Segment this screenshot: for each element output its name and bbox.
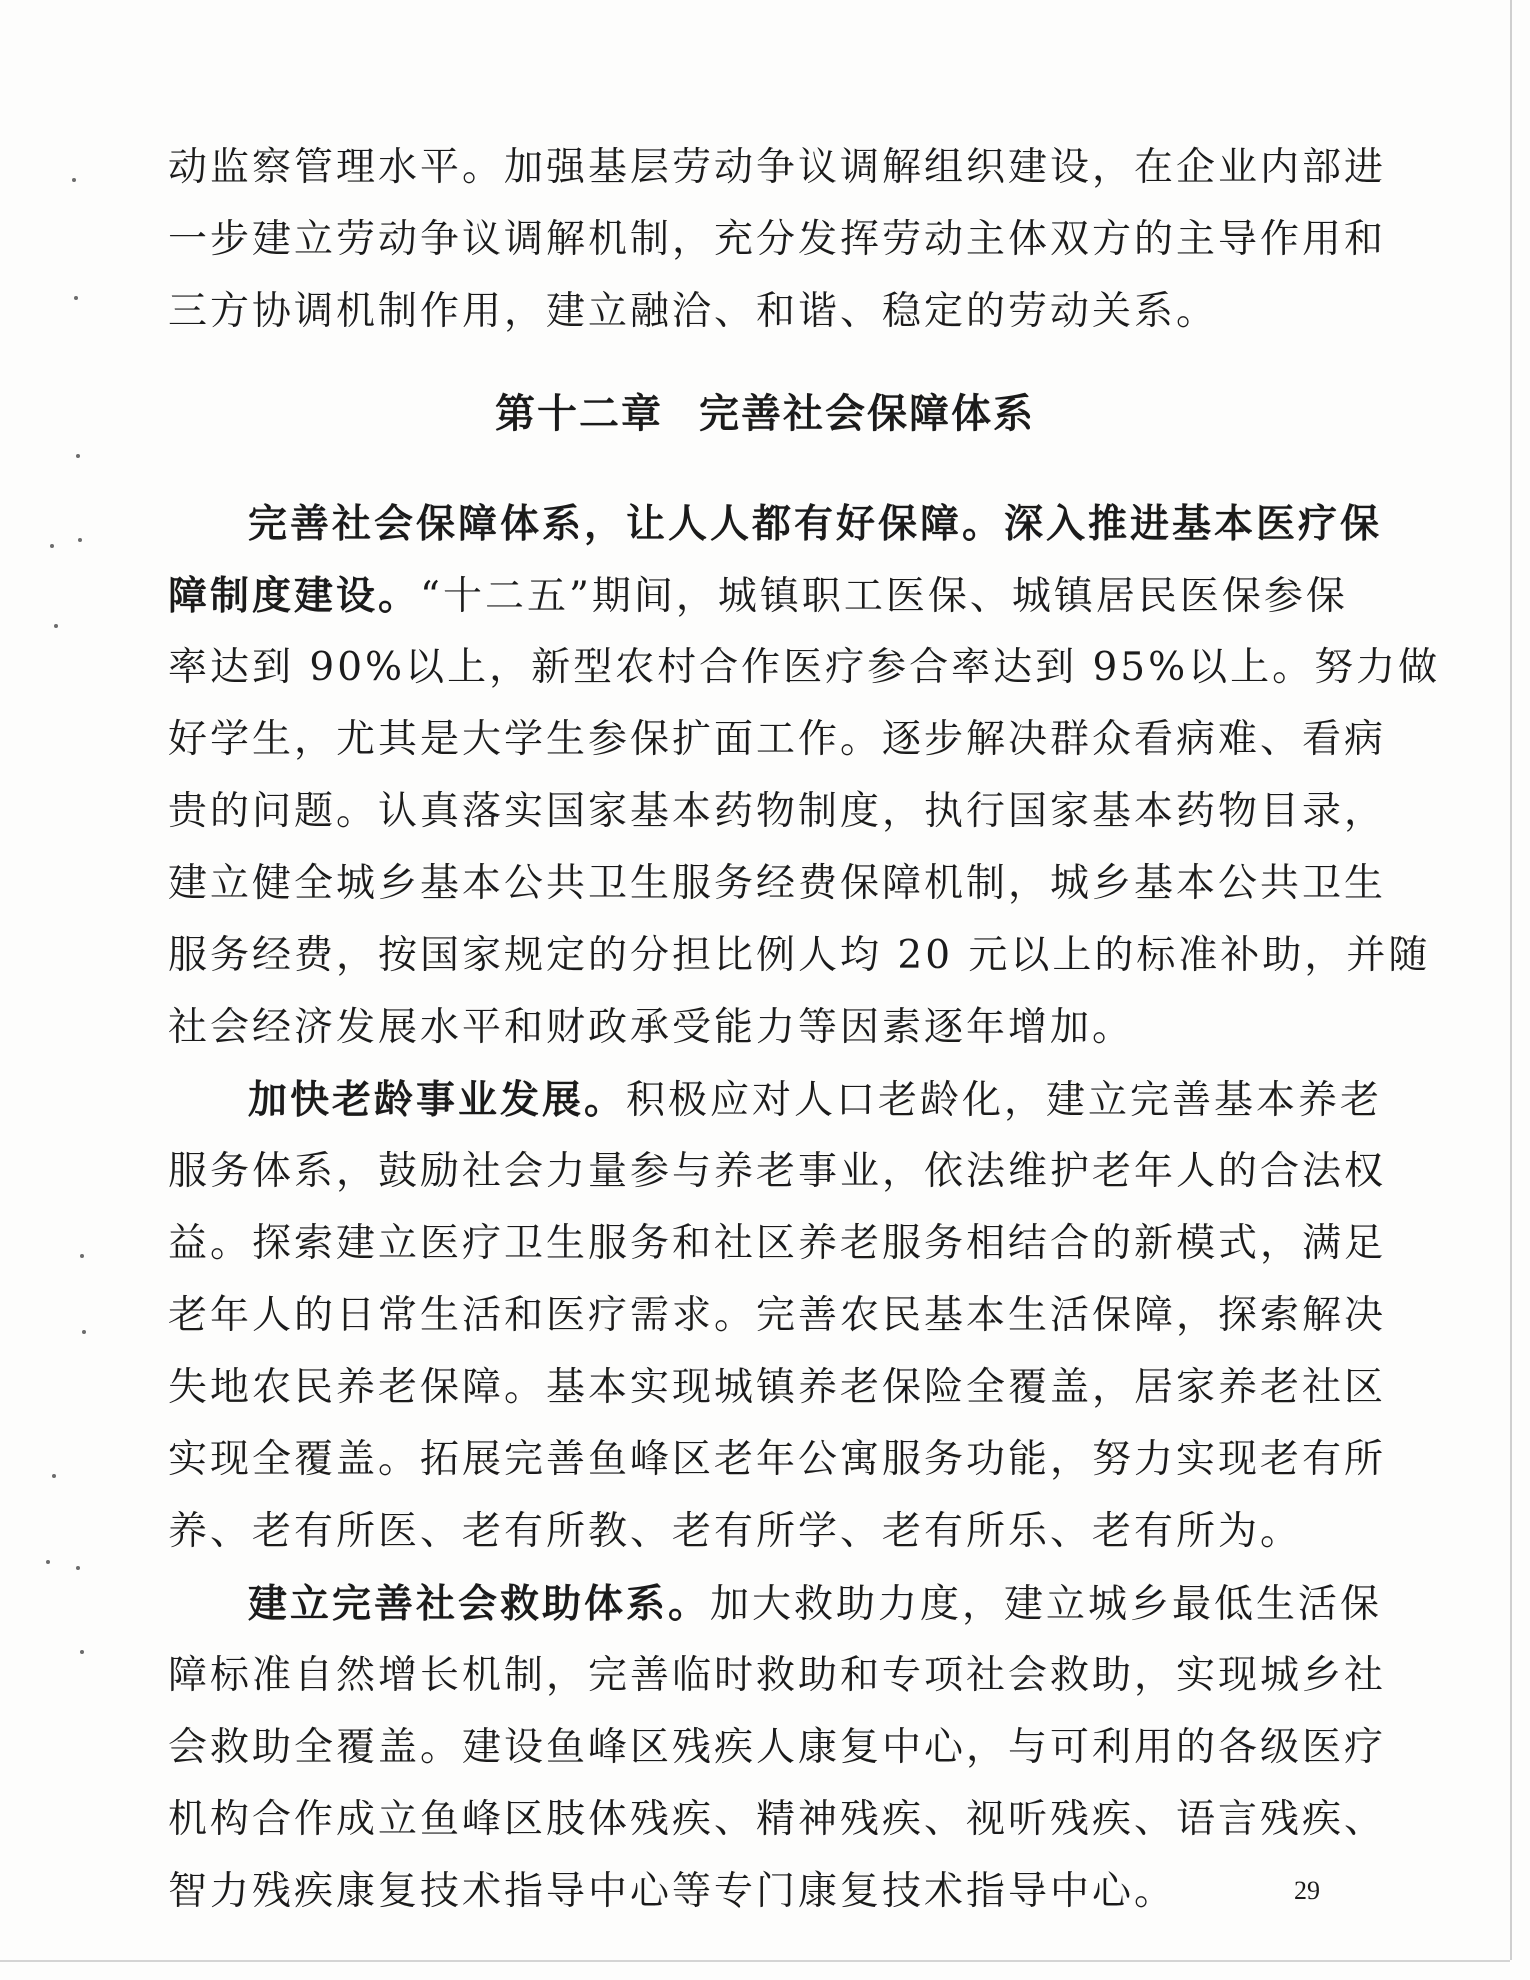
body-line: 好学生，尤其是大学生参保扩面工作。逐步解决群众看病难、看病 xyxy=(168,717,1387,762)
scan-speck xyxy=(80,1650,84,1654)
chapter-heading xyxy=(0,390,1530,438)
para2-line1-text: 积极应对人口老龄化，建立完善基本养老 xyxy=(626,1078,1383,1123)
body-line: 动监察管理水平。加强基层劳动争议调解组织建设，在企业内部进 xyxy=(168,145,1387,190)
chapter-title: 完善社会保障体系 xyxy=(699,391,1035,437)
scan-speck xyxy=(82,1330,86,1334)
body-line: 建立健全城乡基本公共卫生服务经费保障机制，城乡基本公共卫生 xyxy=(168,861,1387,906)
para1-heading-end: 障制度建设。 xyxy=(168,573,421,619)
body-line: 养、老有所医、老有所教、老有所学、老有所乐、老有所为。 xyxy=(168,1509,1303,1554)
scan-speck xyxy=(50,544,54,548)
scan-speck xyxy=(80,1254,84,1258)
body-line: 实现全覆盖。拓展完善鱼峰区老年公寓服务功能，努力实现老有所 xyxy=(168,1437,1387,1482)
chapter-number: 第十二章 xyxy=(495,391,663,437)
para3-heading: 建立完善社会救助体系。 xyxy=(248,1581,711,1627)
scan-speck xyxy=(46,1560,50,1564)
body-line: 服务体系，鼓励社会力量参与养老事业，依法维护老年人的合法权 xyxy=(168,1149,1387,1194)
body-line: 贵的问题。认真落实国家基本药物制度，执行国家基本药物目录， xyxy=(168,789,1387,834)
scan-speck xyxy=(76,454,80,458)
body-line: 率达到 90%以上，新型农村合作医疗参合率达到 95%以上。努力做 xyxy=(168,645,1441,690)
body-line: 社会经济发展水平和财政承受能力等因素逐年增加。 xyxy=(168,1005,1135,1050)
para2-heading: 加快老龄事业发展。 xyxy=(248,1077,627,1123)
bottom-edge xyxy=(0,1960,1510,1962)
body-line xyxy=(168,574,1348,619)
body-line: 服务经费，按国家规定的分担比例人均 20 元以上的标准补助，并随 xyxy=(168,933,1431,978)
body-line: 机构合作成立鱼峰区肢体残疾、精神残疾、视听残疾、语言残疾、 xyxy=(168,1797,1387,1842)
body-line: 会救助全覆盖。建设鱼峰区残疾人康复中心，与可利用的各级医疗 xyxy=(168,1725,1387,1770)
para1-heading-line: 完善社会保障体系，让人人都有好保障。深入推进基本医疗保 xyxy=(248,501,1383,547)
body-line: 一步建立劳动争议调解机制，充分发挥劳动主体双方的主导作用和 xyxy=(168,217,1387,262)
para3-line1-text: 加大救助力度，建立城乡最低生活保 xyxy=(710,1582,1383,1627)
para3-first-line xyxy=(248,1581,1383,1627)
para2-first-line xyxy=(248,1077,1383,1123)
body-line: 失地农民养老保障。基本实现城镇养老保险全覆盖，居家养老社区 xyxy=(168,1365,1387,1410)
body-line: 障标准自然增长机制，完善临时救助和专项社会救助，实现城乡社 xyxy=(168,1653,1387,1698)
scan-speck xyxy=(74,296,78,300)
body-line: 益。探索建立医疗卫生服务和社区养老服务相结合的新模式，满足 xyxy=(168,1221,1387,1266)
scan-speck xyxy=(76,1566,80,1570)
scan-speck xyxy=(78,538,82,542)
body-line: 三方协调机制作用，建立融洽、和谐、稳定的劳动关系。 xyxy=(168,289,1219,334)
body-line: 老年人的日常生活和医疗需求。完善农民基本生活保障，探索解决 xyxy=(168,1293,1387,1338)
para1-line2-text: “十二五”期间，城镇职工医保、城镇居民医保参保 xyxy=(420,574,1348,619)
scan-speck xyxy=(54,624,58,628)
page-edge xyxy=(1510,0,1512,1960)
scan-speck xyxy=(72,178,76,182)
scan-speck xyxy=(52,1474,56,1478)
page-number: 29 xyxy=(1294,1876,1320,1905)
body-line: 智力残疾康复技术指导中心等专门康复技术指导中心。 xyxy=(168,1869,1177,1914)
